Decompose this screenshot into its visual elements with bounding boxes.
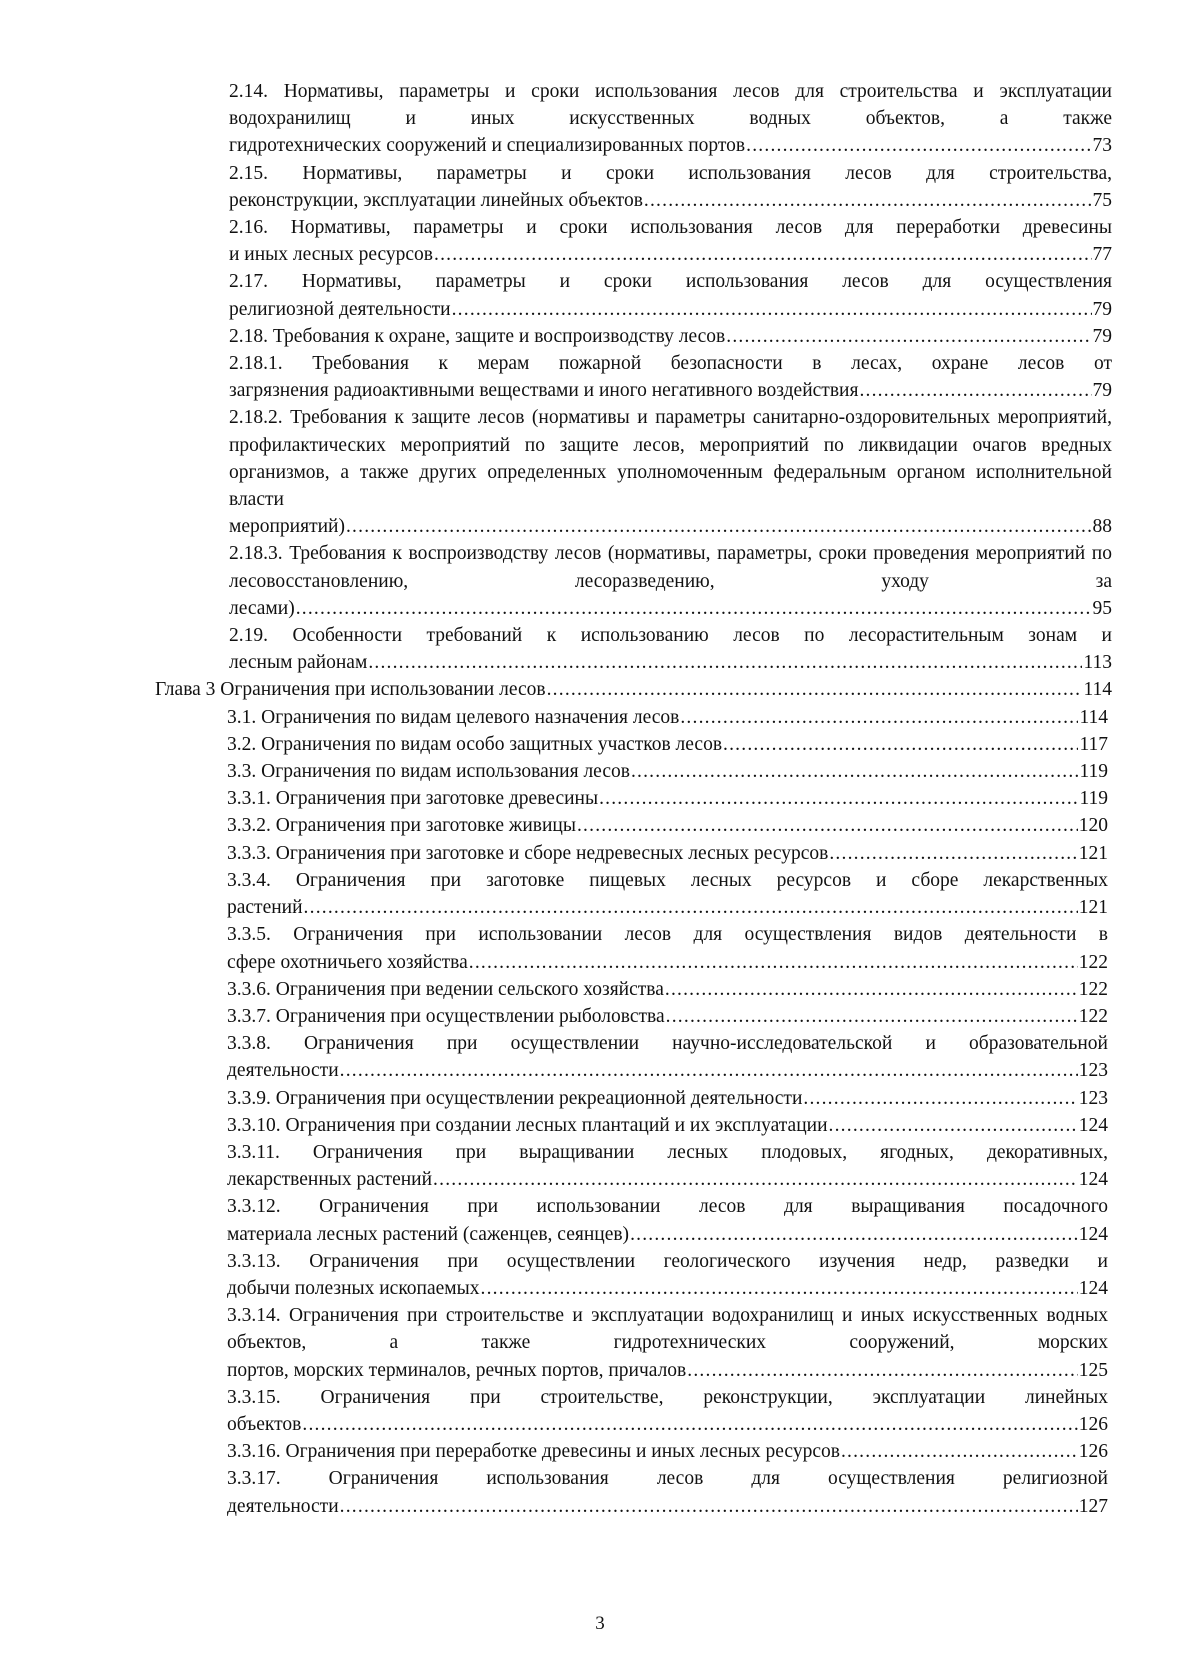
toc-entry-title: мероприятий): [229, 516, 345, 538]
toc-entry[interactable]: [227, 1193, 1108, 1247]
dot-leader: [304, 894, 1078, 921]
toc-entry-text: 2.19. Особенности требований к использованию лесов по лесорастительным зонам и: [229, 625, 1112, 647]
table-of-contents: [0, 78, 1200, 1520]
toc-entry[interactable]: [155, 676, 1112, 703]
toc-entry-title: 3.2. Ограничения по видам особо защитных участков лесов: [227, 733, 723, 755]
toc-entry-text: 2.18.1. Требования к мерам пожарной безопасности в лесах, охране лесов от: [229, 353, 1112, 375]
dot-leader: [803, 1085, 1077, 1112]
dot-leader: [841, 1438, 1078, 1465]
toc-entry-title: лесным районам: [229, 652, 368, 674]
toc-entry-title: 3.3.3. Ограничения при заготовке и сборе недревесных лесных ресурсов: [227, 842, 829, 864]
dot-leader: [302, 1411, 1077, 1438]
toc-entry[interactable]: [227, 812, 1108, 839]
toc-entry-text: 3.3.13. Ограничения при осуществлении геологического изучения недр, разведки и: [227, 1250, 1108, 1272]
dot-leader: [481, 1275, 1078, 1302]
dot-leader: [599, 785, 1078, 812]
page-number: 3: [595, 1613, 605, 1634]
toc-page-number: 95: [1092, 597, 1112, 619]
dot-leader: [726, 323, 1091, 350]
toc-entry-title: деятельности: [227, 1060, 339, 1082]
dot-leader: [630, 1221, 1078, 1248]
toc-page-number: 127: [1078, 1495, 1108, 1517]
toc-entry-title: 3.3.2. Ограничения при заготовке живицы: [227, 815, 576, 837]
toc-entry-text: 3.3.4. Ограничения при заготовке пищевых лесных ресурсов и сборе лекарственных: [227, 869, 1108, 891]
toc-page-number: 120: [1078, 815, 1108, 837]
toc-entry-title: добычи полезных ископаемых: [227, 1277, 480, 1299]
toc-entry-title: лекарственных растений: [227, 1169, 433, 1191]
toc-entry-title: 3.3.10. Ограничения при создании лесных плантаций и их эксплуатации: [227, 1114, 828, 1136]
toc-page-number: 73: [1092, 135, 1112, 157]
toc-page-number: 113: [1083, 652, 1112, 674]
toc-page-number: 114: [1079, 706, 1108, 728]
toc-entry[interactable]: [227, 785, 1108, 812]
toc-page-number: 77: [1092, 244, 1112, 266]
toc-entry-title: религиозной деятельности: [229, 298, 451, 320]
toc-entry-title: лесами): [229, 597, 295, 619]
toc-entry[interactable]: [229, 160, 1112, 214]
dot-leader: [577, 812, 1078, 839]
toc-entry[interactable]: [229, 323, 1112, 350]
toc-entry-title: 3.1. Ограничения по видам целевого назначения лесов: [227, 706, 680, 728]
toc-entry[interactable]: [229, 268, 1112, 322]
toc-page-number: 125: [1078, 1359, 1108, 1381]
toc-page-number: 121: [1078, 897, 1108, 919]
dot-leader: [680, 704, 1078, 731]
dot-leader: [452, 296, 1092, 323]
toc-page-number: 114: [1083, 679, 1112, 701]
dot-leader: [666, 1003, 1078, 1030]
dot-leader: [434, 241, 1092, 268]
toc-entry-text: 2.17. Нормативы, параметры и сроки использования лесов для осуществления: [229, 271, 1112, 293]
toc-entry-title: деятельности: [227, 1495, 339, 1517]
toc-entry[interactable]: [227, 1302, 1108, 1384]
dot-leader: [433, 1166, 1078, 1193]
toc-entry-text: 2.16. Нормативы, параметры и сроки использования лесов для переработки древесины: [229, 217, 1112, 239]
toc-page-number: 75: [1092, 189, 1112, 211]
dot-leader: [547, 676, 1083, 703]
dot-leader: [665, 976, 1078, 1003]
toc-entry[interactable]: [227, 1438, 1108, 1465]
toc-page-number: 124: [1078, 1277, 1108, 1299]
toc-entry-title: загрязнения радиоактивными веществами и иного негативного воздействия: [229, 380, 859, 402]
toc-entry-title: 3.3. Ограничения по видам использования лесов: [227, 761, 630, 783]
dot-leader: [346, 513, 1092, 540]
toc-entry[interactable]: [227, 1085, 1108, 1112]
toc-page-number: 119: [1079, 761, 1108, 783]
toc-page-number: 119: [1079, 788, 1108, 810]
toc-entry-title: 3.3.7. Ограничения при осуществлении рыболовства: [227, 1005, 665, 1027]
toc-page-number: 122: [1078, 1005, 1108, 1027]
toc-page-number: 123: [1078, 1087, 1108, 1109]
toc-entry[interactable]: [229, 404, 1112, 540]
toc-page-number: 121: [1078, 842, 1108, 864]
toc-page-number: 79: [1092, 325, 1112, 347]
toc-entry-title: и иных лесных ресурсов: [229, 244, 433, 266]
dot-leader: [340, 1057, 1078, 1084]
toc-entry-title: материала лесных растений (саженцев, сеянцев): [227, 1223, 630, 1245]
toc-page-number: 88: [1092, 516, 1112, 538]
toc-page-number: 124: [1078, 1223, 1108, 1245]
toc-entry[interactable]: [229, 78, 1112, 160]
toc-entry[interactable]: [227, 1139, 1108, 1193]
toc-entry[interactable]: [227, 1465, 1108, 1519]
dot-leader: [859, 377, 1091, 404]
toc-page-number: 79: [1092, 298, 1112, 320]
toc-entry-title: портов, морских терминалов, речных портов, причалов: [227, 1359, 687, 1381]
dot-leader: [469, 949, 1078, 976]
toc-entry-text: 3.3.11. Ограничения при выращивании лесных плодовых, ягодных, декоративных,: [227, 1141, 1108, 1163]
toc-entry-title: 2.18. Требования к охране, защите и воспроизводству лесов: [229, 325, 726, 347]
dot-leader: [723, 731, 1078, 758]
dot-leader: [746, 132, 1091, 159]
dot-leader: [687, 1357, 1077, 1384]
toc-entry[interactable]: [227, 1003, 1108, 1030]
toc-entry-title: растений: [227, 897, 303, 919]
toc-entry-title: 3.3.16. Ограничения при переработке древесины и иных лесных ресурсов: [227, 1441, 840, 1463]
toc-entry-title: 3.3.6. Ограничения при ведении сельского хозяйства: [227, 978, 664, 1000]
toc-entry-text: 2.18.2. Требования к защите лесов (нормативы и параметры санитарно-оздоровительных мероприятий, профилактических мероприятий по защите лесов, мероприятий по ликвидации очагов вредных организмов, а также других определенных уполномоченным федеральным органом исполнительной власти: [229, 407, 1112, 511]
toc-entry-title: 3.3.9. Ограничения при осуществлении рекреационной деятельности: [227, 1087, 803, 1109]
toc-entry[interactable]: [227, 1030, 1108, 1084]
toc-entry-text: 3.3.5. Ограничения при использовании лесов для осуществления видов деятельности в: [227, 924, 1108, 946]
toc-entry[interactable]: [227, 1248, 1108, 1302]
toc-entry-text: 3.3.15. Ограничения при строительстве, реконструкции, эксплуатации линейных: [227, 1386, 1108, 1408]
toc-entry-title: объектов: [227, 1413, 302, 1435]
toc-entry[interactable]: [229, 350, 1112, 404]
toc-entry-title: сфере охотничьего хозяйства: [227, 951, 468, 973]
toc-page-number: 124: [1078, 1114, 1108, 1136]
toc-entry-text: 2.14. Нормативы, параметры и сроки использования лесов для строительства и эксплуатации водохранилищ и иных искусственных водных объектов, а также: [229, 81, 1112, 130]
toc-entry-title: реконструкции, эксплуатации линейных объектов: [229, 189, 643, 211]
toc-entry[interactable]: [227, 840, 1108, 867]
toc-entry-text: 3.3.17. Ограничения использования лесов для осуществления религиозной: [227, 1468, 1108, 1490]
toc-entry-text: 2.15. Нормативы, параметры и сроки использования лесов для строительства,: [229, 162, 1112, 184]
toc-entry-title: Глава 3 Ограничения при использовании лесов: [155, 679, 546, 701]
dot-leader: [296, 595, 1092, 622]
toc-page-number: 126: [1078, 1441, 1108, 1463]
dot-leader: [631, 758, 1079, 785]
toc-entry-text: 3.3.14. Ограничения при строительстве и эксплуатации водохранилищ и иных искусственных водных объектов, а также гидротехнических сооружений, морских: [227, 1305, 1108, 1354]
dot-leader: [829, 1112, 1078, 1139]
toc-entry[interactable]: [227, 921, 1108, 975]
toc-entry[interactable]: [227, 867, 1108, 921]
dot-leader: [829, 840, 1077, 867]
toc-entry[interactable]: [227, 758, 1108, 785]
toc-entry[interactable]: [227, 704, 1108, 731]
toc-entry[interactable]: [227, 1384, 1108, 1438]
dot-leader: [340, 1493, 1078, 1520]
toc-page-number: 122: [1078, 978, 1108, 1000]
toc-entry[interactable]: [227, 976, 1108, 1003]
toc-page-number: 79: [1092, 380, 1112, 402]
toc-entry-title: гидротехнических сооружений и специализированных портов: [229, 135, 746, 157]
toc-page-number: 123: [1078, 1060, 1108, 1082]
toc-entry[interactable]: [229, 540, 1112, 622]
toc-page-number: 117: [1079, 733, 1108, 755]
toc-entry[interactable]: [229, 214, 1112, 268]
toc-entry-text: 3.3.8. Ограничения при осуществлении научно-исследовательской и образовательной: [227, 1033, 1108, 1055]
toc-entry[interactable]: [227, 731, 1108, 758]
toc-entry[interactable]: [229, 622, 1112, 676]
toc-page-number: 124: [1078, 1169, 1108, 1191]
dot-leader: [368, 649, 1082, 676]
toc-entry-text: 3.3.12. Ограничения при использовании лесов для выращивания посадочного: [227, 1196, 1108, 1218]
toc-page-number: 122: [1078, 951, 1108, 973]
toc-entry-title: 3.3.1. Ограничения при заготовке древесины: [227, 788, 599, 810]
dot-leader: [644, 187, 1092, 214]
toc-page-number: 126: [1078, 1413, 1108, 1435]
toc-entry-text: 2.18.3. Требования к воспроизводству лесов (нормативы, параметры, сроки проведения мероприятий по лесовосстановлению, лесоразведению, уходу за: [229, 543, 1112, 592]
toc-entry[interactable]: [227, 1112, 1108, 1139]
